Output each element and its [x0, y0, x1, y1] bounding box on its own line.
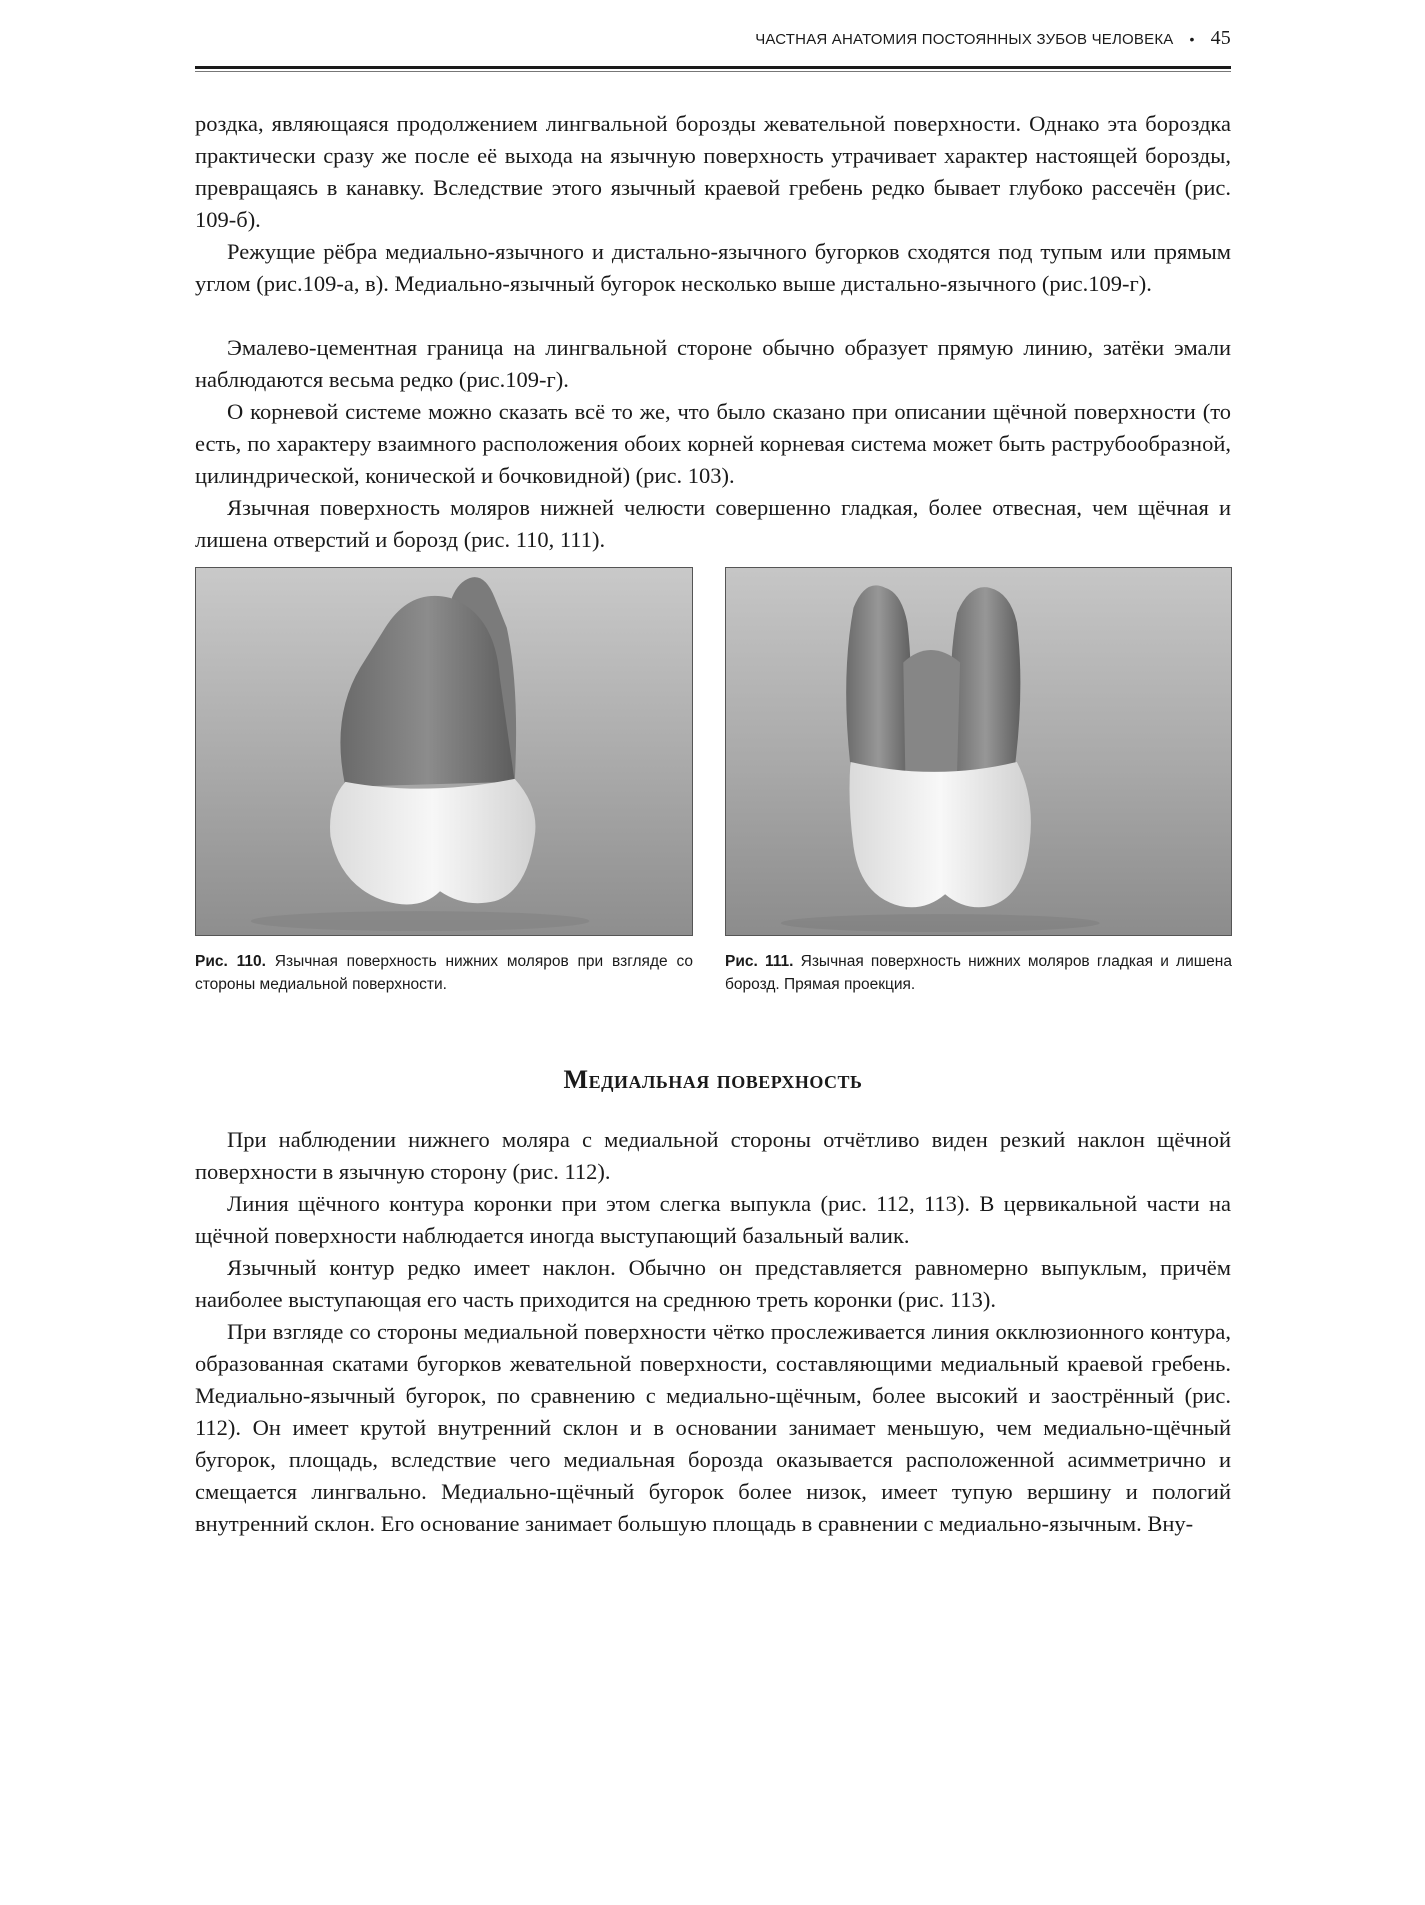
paragraph: Эмалево-цементная граница на лингвальной стороне обычно образует прямую линию, затёки эмали наблюдаются весьма редко (рис.109-г). [195, 335, 1231, 392]
paragraph: Режущие рёбра медиально-язычного и дистально-язычного бугорков сходятся под тупым или прямым углом (рис.109-а, в). Медиально-язычный бугорок несколько выше дистально-язычного (рис.109-г). [195, 239, 1231, 296]
figure-110-number: Рис. 110. [195, 953, 266, 970]
page-number: 45 [1210, 27, 1231, 49]
figure-110-caption [195, 950, 693, 996]
figure-111-photo [725, 567, 1232, 936]
header-separator: • [1189, 31, 1195, 47]
running-header [195, 22, 1231, 54]
figure-111-number: Рис. 111. [725, 953, 794, 970]
running-title: ЧАСТНАЯ АНАТОМИЯ ПОСТОЯННЫХ ЗУБОВ ЧЕЛОВЕКА [755, 31, 1174, 48]
tooth-photo-lingual-view [726, 568, 1231, 935]
paragraph: Язычный контур редко имеет наклон. Обычно он представляется равномерно выпуклым, причём наиболее выступающая его часть приходится на среднюю треть коронки (рис. 113). [195, 1255, 1231, 1312]
tooth-photo-medial-view [196, 568, 692, 935]
paragraph: При наблюдении нижнего моляра с медиальной стороны отчётливо виден резкий наклон щёчной поверхности в язычную сторону (рис. 112). [195, 1127, 1231, 1184]
paragraph: При взгляде со стороны медиальной поверхности чётко прослеживается линия окклюзионного контура, образованная скатами бугорков жевательной поверхности, составляющими медиальный краевой гребень. Медиально-язычный бугорок, по сравнению с медиально-щёчным, более высокий и заострённый (рис. 112). Он имеет крутой внутренний склон и в основании занимает меньшую, чем медиально-щёчный бугорок, площадь, вследствие чего медиальная борозда оказывается расположенной асимметрично и смещается лингвально. Медиально-щёчный бугорок более низок, имеет тупую вершину и пологий внутренний склон. Его основание занимает большую площадь в сравнении с медиально-язычным. Вну- [195, 1319, 1231, 1536]
section-heading: Медиальная поверхность [563, 1065, 863, 1094]
header-rule-thin [195, 71, 1231, 72]
figure-110-caption-text: Язычная поверхность нижних моляров при взгляде со стороны медиальной поверхности. [195, 953, 693, 993]
figure-110-photo [195, 567, 693, 936]
figure-111-caption-text: Язычная поверхность нижних моляров гладкая и лишена борозд. Прямая проекция. [725, 953, 1232, 993]
paragraph: роздка, являющаяся продолжением лингвальной борозды жевательной поверхности. Однако эта бороздка практически сразу же после её выхода на язычную поверхность утрачивает характер настоящей борозды, превращаясь в канавку. Вследствие этого язычный краевой гребень редко бывает глубоко рассечён (рис. 109-б). [195, 111, 1231, 232]
header-rule [195, 66, 1231, 69]
paragraph: О корневой системе можно сказать всё то же, что было сказано при описании щёчной поверхности (то есть, по характеру взаимного расположения обоих корней корневая система может быть раструбообразной, цилиндрической, конической и бочковидной) (рис. 103). [195, 399, 1231, 488]
paragraph: Язычная поверхность моляров нижней челюсти совершенно гладкая, более отвесная, чем щёчная и лишена отверстий и борозд (рис. 110, 111). [195, 495, 1231, 552]
figure-111-caption [725, 950, 1232, 996]
paragraph: Линия щёчного контура коронки при этом слегка выпукла (рис. 112, 113). В цервикальной части на щёчной поверхности наблюдается иногда выступающий базальный валик. [195, 1191, 1231, 1248]
